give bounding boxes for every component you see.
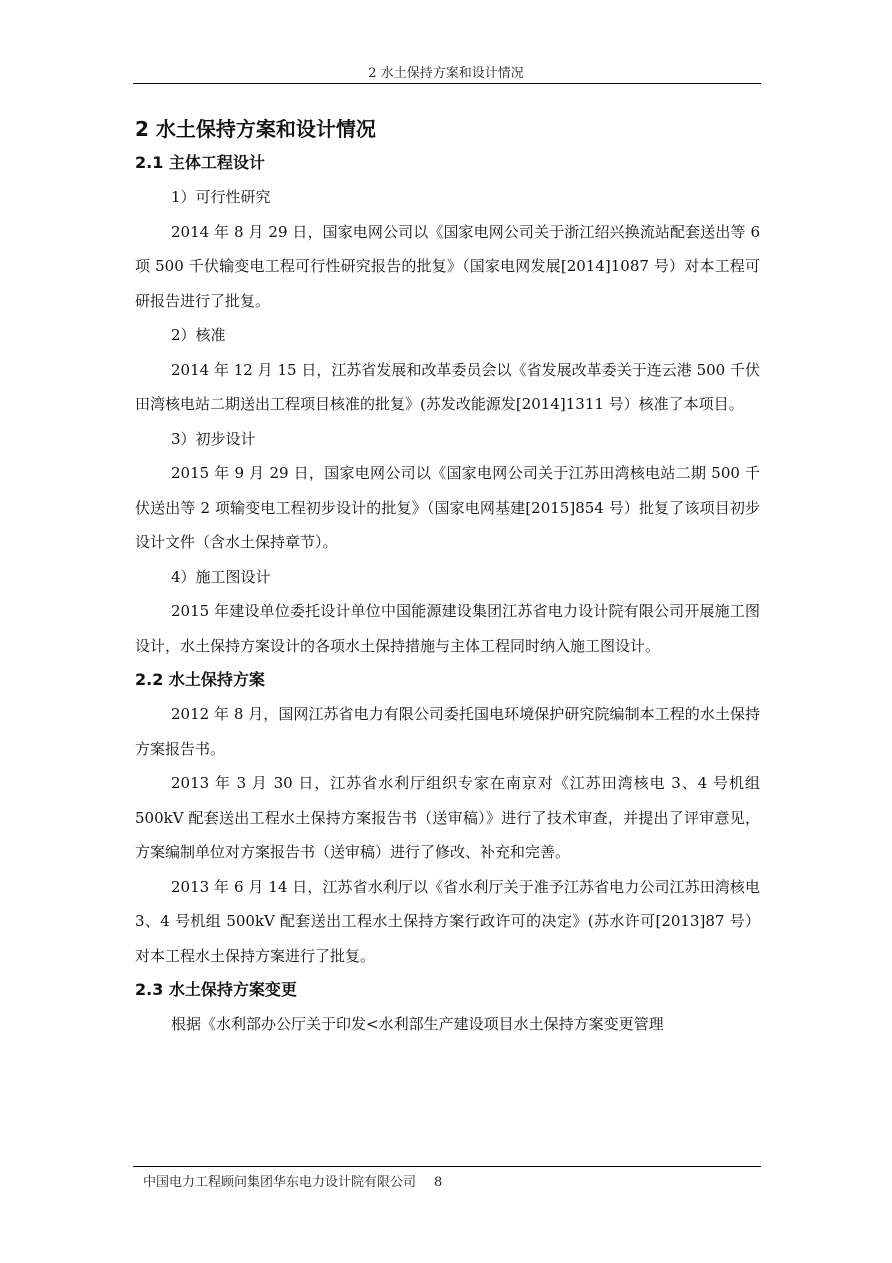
sub-heading: 1）可行性研究: [171, 188, 271, 206]
sub-heading: 4）施工图设计: [171, 567, 271, 586]
footer-rule: [133, 1166, 761, 1167]
paragraph: 2013 年 6 月 14 日，江苏省水利厅以《省水利厅关于准予江苏省电力公司江苏田湾核电 3、4 号机组 500kV 配套送出工程水土保持方案行政许可的决定》(苏水许可[2013]87 号）对本工程水土保持方案进行了批复。: [135, 877, 760, 965]
section-heading-2-2: 2.2 水土保持方案: [135, 670, 265, 689]
paragraph: 2014 年 12 月 15 日，江苏省发展和改革委员会以《省发展改革委关于连云港 500 千伏田湾核电站二期送出工程项目核准的批复》(苏发改能源发[2014]1311 号）核准了本项目。: [135, 360, 760, 413]
paragraph: 根据《水利部办公厅关于印发<水利部生产建设项目水土保持方案变更管理: [171, 1015, 664, 1033]
section-heading-2-3: 2.3 水土保持方案变更: [135, 980, 297, 999]
sub-heading: 2）核准: [171, 326, 226, 344]
chapter-title: 2 水土保持方案和设计情况: [135, 117, 376, 141]
paragraph: 2015 年建设单位委托设计单位中国能源建设集团江苏省电力设计院有限公司开展施工图设计，水土保持方案设计的各项水土保持措施与主体工程同时纳入施工图设计。: [135, 602, 760, 655]
paragraph: 2012 年 8 月，国网江苏省电力有限公司委托国电环境保护研究院编制本工程的水土保持方案报告书。: [135, 705, 760, 758]
sub-heading: 3）初步设计: [171, 429, 256, 448]
page-number: 8: [434, 1175, 443, 1190]
running-header: 2 水土保持方案和设计情况: [368, 66, 524, 81]
paragraph: 2014 年 8 月 29 日，国家电网公司以《国家电网公司关于浙江绍兴换流站配套送出等 6 项 500 千伏输变电工程可行性研究报告的批复》（国家电网发展[2014]1087 号）对本工程可研报告进行了批复。: [135, 222, 760, 310]
paragraph: 2015 年 9 月 29 日，国家电网公司以《国家电网公司关于江苏田湾核电站二期 500 千伏送出等 2 项输变电工程初步设计的批复》（国家电网基建[2015]854 号）批复了该项目初步设计文件（含水土保持章节）。: [135, 464, 760, 551]
page-body: [135, 112, 760, 1042]
section-heading-2-1: 2.1 主体工程设计: [135, 153, 265, 172]
page-footer: [143, 1171, 442, 1190]
paragraph: 2013 年 3 月 30 日，江苏省水利厅组织专家在南京对《江苏田湾核电 3、4 号机组 500kV 配套送出工程水土保持方案报告书（送审稿）》进行了技术审查，并提出了评审意见，方案编制单位对方案报告书（送审稿）进行了修改、补充和完善。: [135, 774, 760, 861]
header-rule: [133, 83, 761, 84]
footer-company: 中国电力工程顾问集团华东电力设计院有限公司: [143, 1175, 417, 1190]
